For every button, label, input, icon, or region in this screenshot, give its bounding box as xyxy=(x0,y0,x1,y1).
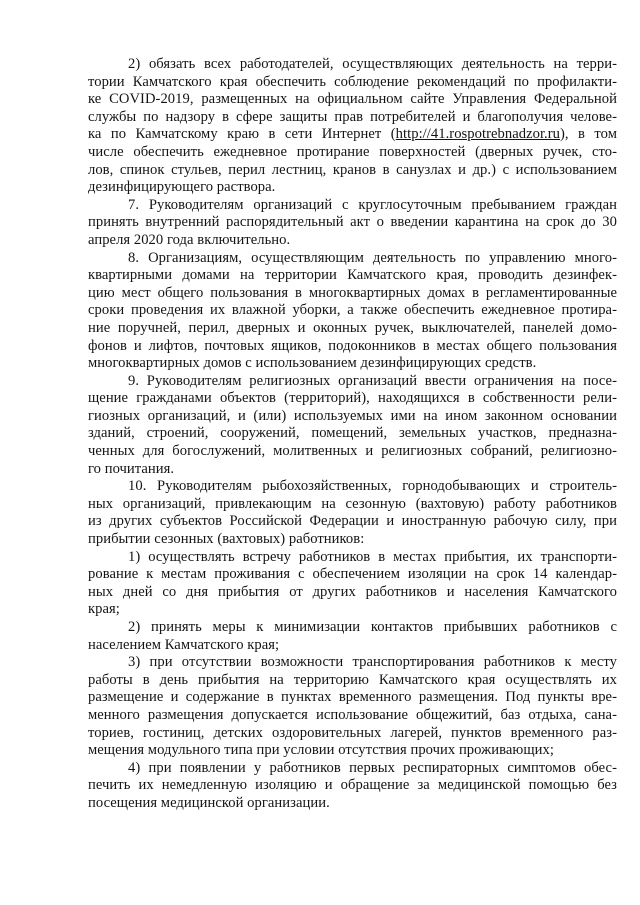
text-line: ние поручней, перил, дверных и оконных ручек, выключателей, панелей домо- xyxy=(88,319,617,336)
text-line: края; xyxy=(88,601,120,618)
text-line: населением Камчатского края; xyxy=(88,636,280,653)
paragraph-p2 xyxy=(88,56,617,197)
text-line: 8. Организациям, осуществляющим деятельность по управлению много- xyxy=(128,249,617,266)
document-page xyxy=(88,56,617,813)
text-line: мещения модульного типа при условии отсутствия прочих проживающих; xyxy=(88,742,554,759)
paragraph-p10-2 xyxy=(88,619,617,654)
text-line: размещение и содержание в пунктах временного размещения. Под пункты вре- xyxy=(88,689,617,706)
text-line: дезинфицирующего раствора. xyxy=(88,179,276,196)
paragraph-p10 xyxy=(88,478,617,548)
text-line: фонов и лифтов, почтовых ящиков, подоконников в местах общего пользования xyxy=(88,337,617,354)
text-line: ных организаций, привлекающим на сезонную (вахтовую) работу работников xyxy=(88,495,617,512)
text-line: апреля 2020 года включительно. xyxy=(88,231,291,248)
text-line: 10. Руководителям рыбохозяйственных, горнодобывающих и строитель- xyxy=(128,478,617,495)
text-line: ка по Камчатскому краю в сети Интернет (http://41.rospotrebnadzor.ru), в том xyxy=(88,126,617,143)
text-line: ториев, гостиниц, детских оздоровительных лагерей, пунктов временного раз- xyxy=(88,724,617,741)
text-line: 9. Руководителям религиозных организаций ввести ограничения на посе- xyxy=(128,372,617,389)
text-line: лов, спинок стульев, перил лестниц, кранов в санузлах и др.) с использованием xyxy=(88,161,617,178)
text-line: службы по надзору в сфере защиты прав потребителей и благополучия челове- xyxy=(88,108,617,125)
text-line: го почитания. xyxy=(88,460,175,477)
text-line: 3) при отсутствии возможности транспортирования работников к месту xyxy=(128,654,617,671)
text-line: из других субъектов Российской Федерации и иностранную рабочую силу, при xyxy=(88,513,617,530)
text-line: менного размещения допускается использование общежитий, баз отдыха, сана- xyxy=(88,706,617,723)
text-line: 2) обязать всех работодателей, осуществляющих деятельность на терри- xyxy=(128,56,617,72)
paragraph-p7 xyxy=(88,197,617,250)
paragraph-p8 xyxy=(88,250,617,373)
text-line: прибытии сезонных (вахтовых) работников: xyxy=(88,531,365,548)
text-line: 4) при появлении у работников первых респираторных симптомов обес- xyxy=(128,759,617,776)
text-line: 7. Руководителям организаций с круглосуточным пребыванием граждан xyxy=(128,196,617,213)
text-line: рование к местам проживания с обеспечением изоляции на срок 14 календар- xyxy=(88,566,617,583)
text-line: ных дней со дня прибытия от других работников и населения Камчатского xyxy=(88,583,617,600)
text-line: зданий, строений, сооружений, помещений, земельных участков, предназна- xyxy=(88,425,617,442)
text-line: печить их немедленную изоляцию и обращение за медицинской помощью без xyxy=(88,777,617,794)
text-line: гиозных организаций, и (или) используемых ими на ином законном основании xyxy=(88,407,617,424)
text-line: сроки проведения их влажной уборки, а также обеспечить ежедневное протира- xyxy=(88,302,617,319)
text-line: 1) осуществлять встречу работников в местах прибытия, их транспорти- xyxy=(128,548,617,565)
paragraph-p10-4 xyxy=(88,760,617,813)
text-line: посещения медицинской организации. xyxy=(88,794,330,811)
text-line: ке COVID-2019, размещенных на официальном сайте Управления Федеральной xyxy=(88,91,617,108)
text-line: ченных для богослужений, молитвенных и религиозных собраний, религиозно- xyxy=(88,443,617,460)
text-line: многоквартирных домов с использованием дезинфицирующих средств. xyxy=(88,355,537,372)
paragraph-p10-3 xyxy=(88,654,617,760)
text-line: тории Камчатского края обеспечить соблюдение рекомендаций по профилакти- xyxy=(88,73,617,90)
text-line: 2) принять меры к минимизации контактов прибывших работников с xyxy=(128,619,617,635)
text-line: квартирными домами на территории Камчатского края, проводить дезинфек- xyxy=(88,267,617,284)
text-line: работы в день прибытия на территорию Камчатского края осуществлять их xyxy=(88,671,617,688)
text-line: числе обеспечить ежедневное протирание поверхностей (дверных ручек, сто- xyxy=(88,143,617,160)
website-link[interactable]: http://41.rospotrebnadzor.ru xyxy=(395,126,561,143)
text-line: принять внутренний распорядительный акт о введении карантина на срок до 30 xyxy=(88,214,617,231)
text-line: щение гражданами объектов (территорий), находящихся в собственности рели- xyxy=(88,390,617,407)
text-line: цию мест общего пользования в многоквартирных домах в регламентированные xyxy=(88,284,617,301)
paragraph-p10-1 xyxy=(88,549,617,619)
paragraph-p9 xyxy=(88,373,617,479)
